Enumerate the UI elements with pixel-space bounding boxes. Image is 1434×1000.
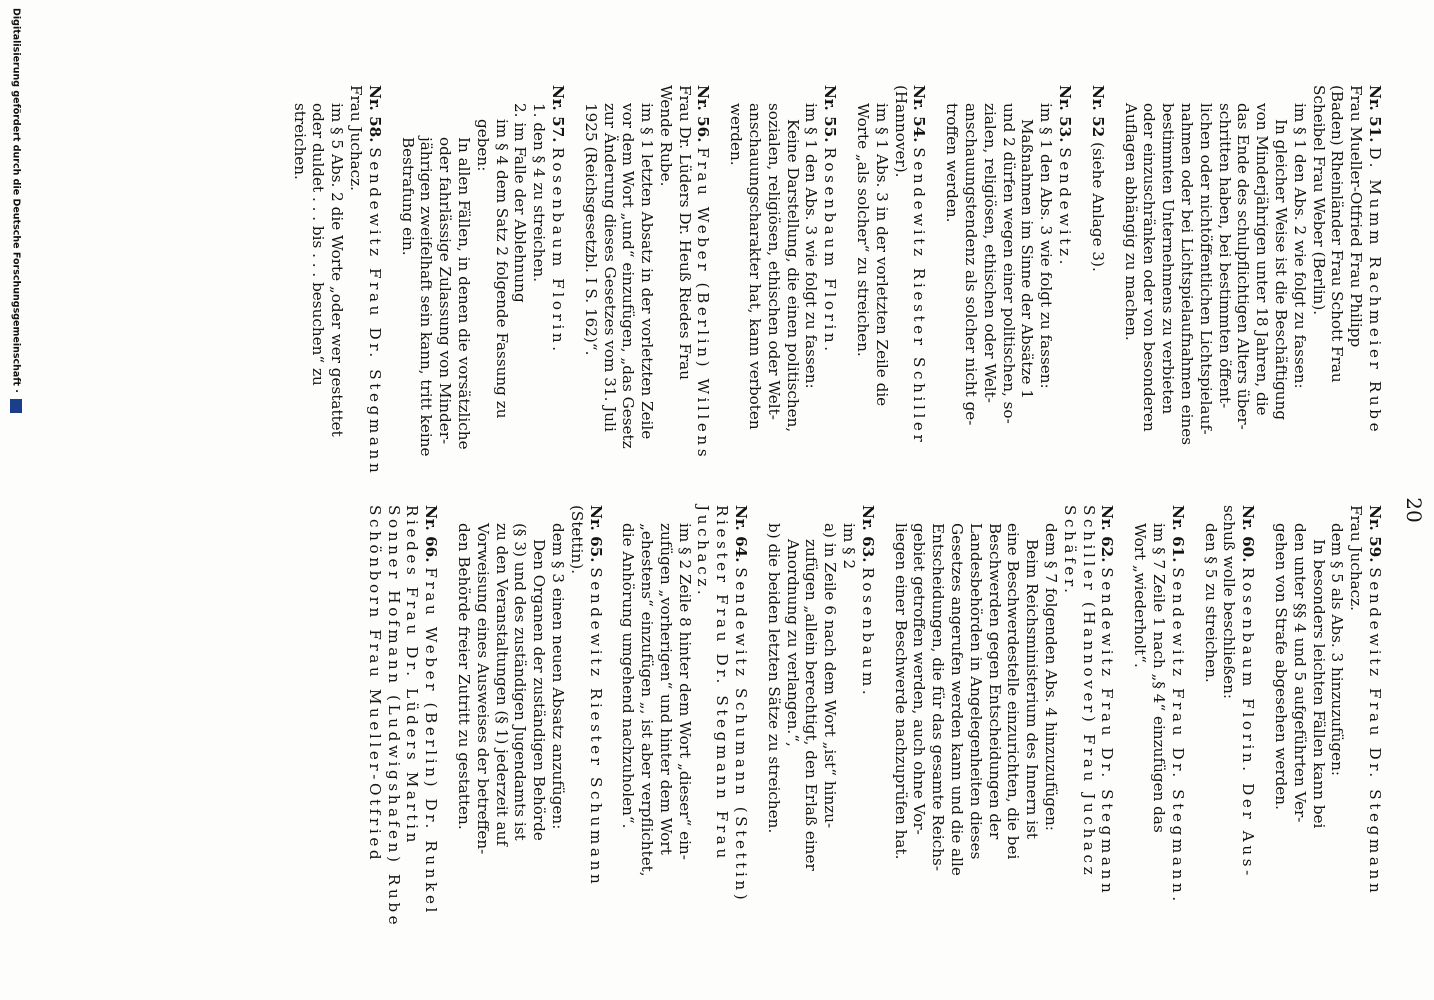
entry-text: gehen von Strafe abgesehen werden. <box>1272 523 1291 810</box>
entry-number: Nr. 55. <box>821 85 840 143</box>
amendment-entry <box>365 505 440 945</box>
entry-text: troffen werden. <box>943 103 962 223</box>
entry-line <box>1098 505 1117 945</box>
entry-number: Nr. 64. <box>732 505 751 563</box>
entry-text: Schönborn Frau Mueller-Otfried <box>365 505 384 864</box>
entry-line <box>727 85 746 525</box>
entry-line <box>529 85 548 525</box>
entry-text: D. Mumm Rachmeier Rube <box>1366 147 1384 436</box>
entry-line <box>1041 505 1060 945</box>
entry-line <box>694 85 713 525</box>
amendment-entry <box>619 505 751 945</box>
entry-line <box>1309 505 1328 945</box>
entry-text: Beschwerden gegen Entscheidungen der <box>985 523 1004 840</box>
entry-text: die Anhörung umgehend nachzuholen“. <box>619 523 638 829</box>
entry-text: (Stettin). <box>567 505 586 575</box>
entry-line <box>417 85 436 525</box>
entry-line <box>1201 505 1220 945</box>
entry-text: Frau Weber (Berlin) Dr. Runkel <box>422 567 441 916</box>
entry-text: im § 1 den Abs. 2 wie folgt zu fassen: <box>1290 103 1309 389</box>
digitization-credit <box>10 8 22 413</box>
entry-text: 2. im Falle der Ablehnung <box>511 103 530 303</box>
entry-text: Riedes Frau Dr. Lüders Martin <box>403 505 422 846</box>
entry-line <box>1328 505 1347 945</box>
entry-line <box>675 505 694 945</box>
entry-number: Nr. 56. <box>694 85 713 143</box>
entry-text: Bestrafung ein. <box>398 137 417 256</box>
entry-text: Schäfer. <box>1060 505 1079 597</box>
entry-line <box>637 85 656 525</box>
entry-line <box>473 85 492 525</box>
entry-line <box>454 505 473 945</box>
entry-line <box>600 85 619 525</box>
entry-line <box>980 85 999 525</box>
entry-line <box>1121 85 1140 525</box>
entry-text: Beim Reichsministerium des Innern ist <box>1023 539 1042 840</box>
entry-text: (Baden) Rheinländer Frau Schott Frau <box>1328 85 1347 383</box>
entry-line <box>910 85 929 525</box>
amendment-entry <box>1130 505 1186 945</box>
entry-text: geben: <box>473 119 492 172</box>
entry-number: Nr. 53. <box>1056 85 1075 143</box>
entry-text: Sendewitz Frau Dr. Stegmann <box>1098 567 1117 897</box>
entry-line <box>398 85 417 525</box>
entry-text: dem § 7 folgenden Abs. 4 hinzuzufügen: <box>1042 523 1061 831</box>
entry-line <box>473 505 492 945</box>
amendment-entry <box>1121 85 1384 525</box>
entry-text: Entscheidungen, die für das gesamte Reichs- <box>929 523 948 871</box>
amendment-entry <box>891 505 1117 945</box>
entry-line <box>928 505 947 945</box>
entry-number: Nr. 54. <box>910 85 929 143</box>
entry-line <box>1088 85 1107 525</box>
entry-text: im § 2 Zeile 8 hinter dem Wort „dieser“ ein- <box>675 523 694 860</box>
entry-text: gebiet getroffen werden, auch ohne Vor- <box>910 523 929 835</box>
amendment-entry <box>1271 505 1384 945</box>
amendment-entry <box>727 85 840 525</box>
entry-text: Sonner Hofmann (Ludwigshafen) Rube <box>384 505 403 929</box>
entry-line <box>1346 505 1365 945</box>
entry-number: Nr. 66. <box>422 505 441 563</box>
entry-text: Worte „als solcher“ zu streichen. <box>854 103 873 357</box>
entry-text: (siehe Anlage 3). <box>1088 142 1107 272</box>
entry-text: von Minderjährigen unter 18 Jahren, die <box>1253 103 1272 416</box>
entry-text: In allen Fällen, in denen die vorsätzliche <box>454 137 473 450</box>
entry-line <box>1079 505 1098 945</box>
entry-line <box>637 505 656 945</box>
entry-line <box>1130 505 1149 945</box>
entry-text: Wende Rube. <box>656 85 675 187</box>
entry-text: im § 1 den Abs. 3 wie folgt zu fassen: <box>802 103 821 389</box>
entry-line <box>910 505 929 945</box>
entry-line <box>985 505 1004 945</box>
right-column <box>351 505 1384 945</box>
entry-line <box>1252 85 1271 525</box>
entry-line <box>802 85 821 525</box>
entry-text: Anordnung zu verlangen.“, <box>783 539 802 747</box>
entry-line <box>961 85 980 525</box>
entry-line <box>1055 85 1074 525</box>
entry-line <box>365 85 384 525</box>
entry-text: im § 1 den Abs. 3 wie folgt zu fassen: <box>1037 103 1056 389</box>
entry-text: anschauungstendenz als solcher nicht ge- <box>962 103 981 426</box>
entry-text: im § 5 Abs. 2 die Worte „oder wer gestattet <box>328 103 347 437</box>
entry-line <box>1328 85 1347 525</box>
entry-line <box>745 85 764 525</box>
entry-text: zufügen „allein berechtigt, den Erlaß einer <box>802 539 821 871</box>
entry-line <box>783 505 802 945</box>
entry-text: Frau Juchacz. <box>346 85 365 192</box>
entry-number: Nr. 58. <box>365 85 384 143</box>
entry-line <box>1238 505 1257 945</box>
entry-text: streichen. <box>290 103 309 180</box>
entry-text: Sendewitz. <box>1056 147 1075 269</box>
entry-line <box>327 85 346 525</box>
entry-line <box>713 505 732 945</box>
entry-line <box>1290 505 1309 945</box>
entry-line <box>529 505 548 945</box>
entry-text: (Hannover). <box>891 85 910 178</box>
entry-text: Den Organen der zuständigen Behörde <box>530 539 549 841</box>
amendment-entry <box>942 85 1074 525</box>
entry-line <box>548 85 567 525</box>
amendment-entry <box>398 85 567 525</box>
entry-text: Schiller (Hannover) Frau Juchacz <box>1079 505 1098 879</box>
amendment-entry <box>290 85 384 525</box>
entry-line <box>619 85 638 525</box>
entry-line <box>511 505 530 945</box>
entry-line <box>839 505 858 945</box>
entry-line <box>656 85 675 525</box>
entry-line <box>764 85 783 525</box>
entry-text: b) die beiden letzten Sätze zu streichen. <box>764 523 783 834</box>
amendment-entry <box>853 85 928 525</box>
entry-line <box>511 85 530 525</box>
entry-text: Landesbehörden in Angelegenheiten dieses <box>966 523 985 860</box>
entry-line <box>492 85 511 525</box>
entry-line <box>783 85 802 525</box>
entry-text: Rosenbaum Florin. <box>821 147 840 355</box>
entry-text: Auflagen abhängig zu machen. <box>1121 103 1140 341</box>
entry-text: liegen einer Beschwerde nachzuprüfen hat. <box>891 523 910 860</box>
entry-text: Keine Darstellung, die einen politischen, <box>783 119 802 433</box>
entry-text: oder einzuschränken oder von besonderen <box>1140 103 1159 432</box>
entry-text: vor dem Wort „und“ einzufügen, „das Gesetz <box>619 103 638 449</box>
entry-text: a) in Zeile 6 nach dem Wort „ist“ hinzu- <box>821 523 840 829</box>
entry-line <box>1309 85 1328 525</box>
entry-line <box>567 505 586 945</box>
entry-line <box>581 85 600 525</box>
entry-text: Gesetzes angerufen werden kann und die alle <box>948 523 967 876</box>
entry-line <box>999 85 1018 525</box>
entry-line <box>1234 85 1253 525</box>
entry-line <box>1271 505 1290 945</box>
entry-text: Sendewitz Frau Dr. Stegmann <box>365 147 384 477</box>
entry-line <box>1271 85 1290 525</box>
entry-text: „ehestens“ einzufügen „, ist aber verpflichtet, <box>638 523 657 877</box>
entry-text: schuß wolle beschließen: <box>1220 505 1239 700</box>
entry-text: Sendewitz Frau Dr. Stegmann. <box>1168 567 1187 905</box>
entry-text: 1925 (Reichsgesetzbl. I S. 162)“. <box>581 103 600 356</box>
entry-line <box>1140 85 1159 525</box>
entry-line <box>435 85 454 525</box>
entry-text: Rosenbaum. <box>858 567 877 699</box>
entry-line <box>619 505 638 945</box>
entry-line <box>820 505 839 945</box>
entry-line <box>1196 85 1215 525</box>
entry-line <box>891 505 910 945</box>
entry-line <box>1149 505 1168 945</box>
entry-text: 1. den § 4 zu streichen. <box>530 103 549 283</box>
entry-number: Nr. 59. <box>1366 505 1384 563</box>
entry-text: jährigen zweifelhaft sein kann, tritt keine <box>417 137 436 457</box>
amendment-entry <box>581 85 713 525</box>
entry-text: Rosenbaum Florin. Der Aus- <box>1239 567 1258 879</box>
entry-text: im § 7 Zeile 1 nach „§ 4“ einzufügen das <box>1150 523 1169 833</box>
entry-text: den unter §§ 4 und 5 aufgeführten Ver- <box>1290 523 1309 823</box>
entry-text: sozialen, religiösen, ethischen oder Welt- <box>764 103 783 420</box>
entry-line <box>675 85 694 525</box>
entry-text: Frau Juchacz. <box>1347 505 1366 612</box>
entry-text: (§ 3) und des zuständigen Jugendamts ist <box>511 523 530 841</box>
entry-text: Sendewitz Schumann (Stettin) <box>732 567 751 904</box>
left-column <box>276 85 1384 525</box>
entry-line <box>421 505 440 945</box>
entry-text: werden. <box>727 103 746 166</box>
entry-line <box>1004 505 1023 945</box>
entry-text: Vorweisung eines Ausweises der betreffen- <box>473 523 492 855</box>
entry-text: das Ende des schulpflichtigen Alters über- <box>1234 103 1253 430</box>
entry-line <box>656 505 675 945</box>
entry-line <box>384 505 403 945</box>
entry-text: Sendewitz Riester Schiller <box>910 147 929 446</box>
entry-text: bestimmten Unternehmens zu verbieten <box>1159 103 1178 415</box>
entry-line <box>1018 85 1037 525</box>
entry-number: Nr. 63. <box>858 505 877 563</box>
entry-text: oder duldet . . . bis . . . besuchen“ zu <box>309 103 328 386</box>
entry-text: Sendewitz Riester Schumann <box>586 567 605 888</box>
page-number: 20 <box>1402 497 1426 523</box>
entry-number: Nr. 51. <box>1366 85 1384 143</box>
entry-line <box>586 505 605 945</box>
entry-text: Rosenbaum Florin. <box>548 147 567 355</box>
entry-line <box>1022 505 1041 945</box>
entry-text: Wort „wiederholt“. <box>1131 523 1150 668</box>
entry-line <box>947 505 966 945</box>
entry-line <box>891 85 910 525</box>
entry-text: im § 1 letzten Absatz in der vorletzten Zeile <box>638 103 657 440</box>
entry-text: den § 5 zu streichen. <box>1201 523 1220 683</box>
entry-line <box>1220 505 1239 945</box>
entry-text: In besonders leichten Fällen kann bei <box>1309 539 1328 829</box>
entry-text: im § 1 Abs. 3 in der vorletzten Zeile die <box>872 103 891 407</box>
entry-line <box>858 505 877 945</box>
entry-line <box>942 85 961 525</box>
entry-text: dem § 3 einen neuen Absatz anzufügen: <box>548 523 567 830</box>
entry-line <box>1168 505 1187 945</box>
entry-line <box>1365 505 1384 945</box>
entry-line <box>872 85 891 525</box>
amendment-entry <box>454 505 604 945</box>
entry-text: zu den Veranstaltungen (§ 1) jederzeit auf <box>492 523 511 847</box>
entry-number: Nr. 60. <box>1239 505 1258 563</box>
entry-text: nahmen oder bei Lichtspielaufnahmen eines <box>1178 103 1197 445</box>
entry-line <box>802 505 821 945</box>
entry-text: zufügen „vorherigen“ und hinter dem Wort <box>656 523 675 855</box>
entry-text: dem § 5 als Abs. 3 hinzuzufügen: <box>1328 523 1347 777</box>
entry-text: Maßnahmen im Sinne der Absätze 1 <box>1018 119 1037 400</box>
dfg-logo-icon <box>10 399 22 413</box>
entry-line <box>764 505 783 945</box>
entry-line <box>1158 85 1177 525</box>
entry-line <box>1177 85 1196 525</box>
entry-text: im § 2 <box>840 523 859 570</box>
entry-line <box>492 505 511 945</box>
entry-line <box>1365 85 1384 525</box>
entry-text: Frau Weber (Berlin) Willens <box>694 147 713 461</box>
entry-line <box>1036 85 1055 525</box>
entry-line <box>820 85 839 525</box>
entry-number: Nr. 57. <box>548 85 567 143</box>
entry-text: zialen, religiösen, ethischen oder Welt- <box>980 103 999 403</box>
entry-text: im § 4 dem Satz 2 folgende Fassung zu <box>492 119 511 419</box>
entry-line <box>548 505 567 945</box>
entry-line <box>309 85 328 525</box>
entry-line <box>365 505 384 945</box>
amendment-entry <box>1201 505 1257 945</box>
entry-line <box>290 85 309 525</box>
entry-line <box>1346 85 1365 525</box>
entry-number: Nr. 52 <box>1088 85 1107 138</box>
entry-line <box>966 505 985 945</box>
entry-text: schritten haben, bei bestimmten öffent- <box>1215 103 1234 409</box>
entry-line <box>853 85 872 525</box>
entry-text: den Behörde freier Zutritt zu gestatten. <box>454 523 473 830</box>
credit-text: Digitalisierung gefördert durch die Deutsche Forschungsgemeinschaft · <box>10 8 22 393</box>
entry-line <box>454 85 473 525</box>
entry-text: Sendewitz Frau Dr. Stegmann <box>1366 567 1384 897</box>
entry-text: zur Änderung dieses Gesetzes vom 31. Juli <box>600 103 619 432</box>
entry-line <box>731 505 750 945</box>
entry-text: Juchacz. <box>694 505 713 599</box>
entry-line <box>403 505 422 945</box>
amendment-entry <box>1088 85 1107 525</box>
entry-text: Scheibel Frau Weber (Berlin). <box>1309 85 1328 316</box>
entry-text: lichen oder nichtöffentlichen Lichtspielauf- <box>1196 103 1215 435</box>
entry-number: Nr. 61. <box>1168 505 1187 563</box>
entry-text: eine Beschwerdestelle einzurichten, die bei <box>1004 523 1023 860</box>
entry-text: anschauungscharakter hat, kann verboten <box>746 103 765 430</box>
entry-line <box>1290 85 1309 525</box>
entry-number: Nr. 65. <box>586 505 605 563</box>
entry-line <box>1215 85 1234 525</box>
entry-text: Frau Dr. Lüders Dr. Heuß Riedes Frau <box>675 85 694 380</box>
entry-text: oder fahrlässige Zulassung von Minder- <box>436 137 455 445</box>
entry-text: und 2 dürfen wegen einer politischen, so- <box>999 103 1018 424</box>
entry-line <box>694 505 713 945</box>
entry-text: In gleicher Weise ist die Beschäftigung <box>1272 119 1291 421</box>
entry-line <box>1060 505 1079 945</box>
entry-text: Frau Mueller-Otfried Frau Philipp <box>1347 85 1366 348</box>
entry-number: Nr. 62. <box>1098 505 1117 563</box>
entry-text: Riester Frau Dr. Stegmann Frau <box>713 505 732 862</box>
amendment-entry <box>764 505 877 945</box>
entry-line <box>346 85 365 525</box>
